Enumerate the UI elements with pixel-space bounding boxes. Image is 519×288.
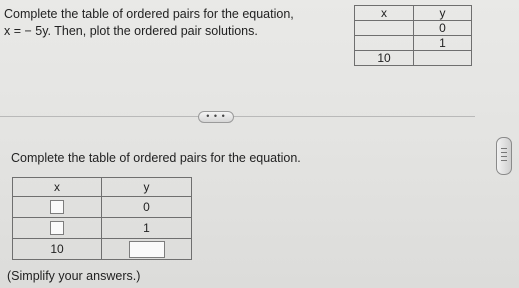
table-row	[13, 218, 192, 239]
table-cell-y: 1	[414, 36, 472, 51]
table-cell-x	[355, 36, 414, 51]
expand-more-button[interactable]: • • •	[198, 111, 234, 123]
table-row	[355, 51, 472, 66]
table-cell-x	[355, 21, 414, 36]
table-cell-y: 0	[414, 21, 472, 36]
table-row	[355, 21, 472, 36]
table-cell-y: 0	[102, 197, 192, 218]
column-header-y: y	[414, 6, 472, 21]
grip-icon	[501, 148, 507, 164]
table-cell-x	[13, 197, 102, 218]
table-row	[355, 36, 472, 51]
column-header-x: x	[13, 178, 102, 197]
table-header-row	[355, 6, 472, 21]
table-header-row	[13, 178, 192, 197]
answer-prompt: Complete the table of ordered pairs for the equation.	[11, 151, 301, 165]
table-cell-x	[13, 218, 102, 239]
section-divider	[0, 116, 475, 117]
column-header-y: y	[102, 178, 192, 197]
answer-input-x-row1[interactable]	[50, 200, 64, 214]
question-line-1: Complete the table of ordered pairs for the equation,	[4, 7, 294, 21]
question-line-2: x = − 5y. Then, plot the ordered pair solutions.	[4, 24, 258, 38]
table-row	[13, 239, 192, 260]
table-cell-y	[414, 51, 472, 66]
reference-table	[354, 5, 472, 66]
scroll-handle[interactable]	[496, 137, 512, 175]
simplify-note: (Simplify your answers.)	[7, 269, 141, 283]
answer-input-x-row2[interactable]	[50, 221, 64, 235]
column-header-x: x	[355, 6, 414, 21]
table-cell-x: 10	[355, 51, 414, 66]
table-cell-x: 10	[13, 239, 102, 260]
table-cell-y: 1	[102, 218, 192, 239]
answer-input-y-row3[interactable]	[129, 241, 165, 258]
table-row	[13, 197, 192, 218]
table-cell-y	[102, 239, 192, 260]
answer-table	[12, 177, 192, 260]
question-text	[4, 6, 344, 40]
